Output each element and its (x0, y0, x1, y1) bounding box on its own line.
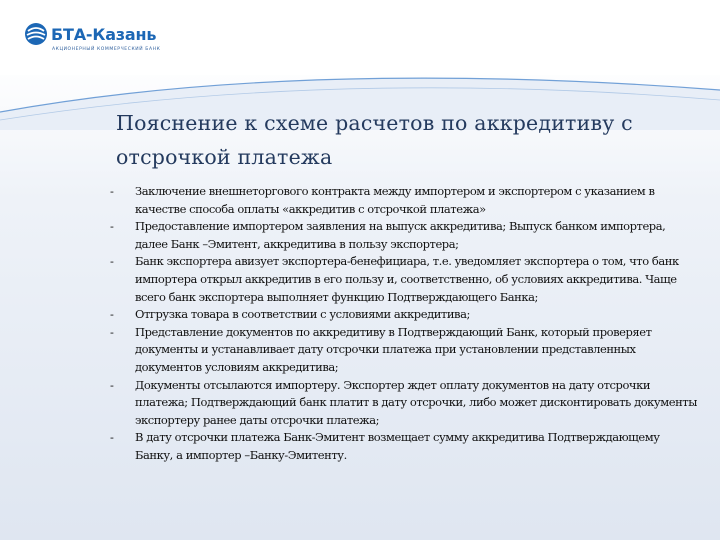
list-item-text: Заключение внешнеторгового контракта между импортером и экспортером с указанием в качестве способа оплаты «аккредитив с отсрочкой платежа» (135, 184, 655, 216)
list-item (110, 306, 698, 324)
bullet-dash: - (110, 219, 114, 234)
bullet-dash: - (110, 307, 114, 322)
list-item-text: Документы отсылаются импортеру. Экспортер ждет оплату документов на дату отсрочки платежа; Подтверждающий банк платит в дату отсрочки, либо может дисконтировать документы экспортеру ранее даты отсрочки платежа; (135, 377, 697, 427)
steps-list (110, 183, 698, 465)
logo-name: БТА-Казань (51, 25, 157, 44)
list-item-text: Отгрузка товара в соответствии с условиями аккредитива; (135, 307, 470, 322)
bullet-dash: - (110, 254, 114, 269)
list-item (110, 429, 698, 464)
bullet-dash: - (110, 324, 114, 339)
header (0, 0, 720, 75)
list-item (110, 218, 698, 253)
list-item (110, 253, 698, 306)
list-item (110, 377, 698, 430)
slide-title: Пояснение к схеме расчетов по аккредитиву с отсрочкой платежа (116, 111, 633, 169)
list-item-text: В дату отсрочки платежа Банк-Эмитент возмещает сумму аккредитива Подтверждающему Банку, а импортер –Банку-Эмитенту. (135, 430, 660, 462)
globe-icon (24, 22, 48, 46)
bullet-dash: - (110, 184, 114, 198)
list-item-text: Представление документов по аккредитиву в Подтверждающий Банк, который проверяет документы и устанавливает дату отсрочки платежа при установлении представленных документов условиям аккредитива; (135, 324, 652, 374)
list-item (110, 324, 698, 377)
bullet-dash: - (110, 377, 114, 392)
bank-logo (24, 22, 174, 62)
list-item (110, 183, 698, 218)
list-item-text: Банк экспортера авизует экспортера-бенефициара, т.е. уведомляет экспортера о том, что банк импортера открыл аккредитив в его пользу и, соответственно, об условиях аккредитива. Чаще всего банк экспортера выполняет функцию Подтверждающего Банка; (135, 254, 679, 304)
logo-subtitle: АКЦИОНЕРНЫЙ КОММЕРЧЕСКИЙ БАНК (52, 47, 161, 52)
list-item-text: Предоставление импортером заявления на выпуск аккредитива; Выпуск банком импортера, далее Банк –Эмитент, аккредитива в пользу экспортера; (135, 219, 666, 251)
bullet-dash: - (110, 430, 114, 445)
